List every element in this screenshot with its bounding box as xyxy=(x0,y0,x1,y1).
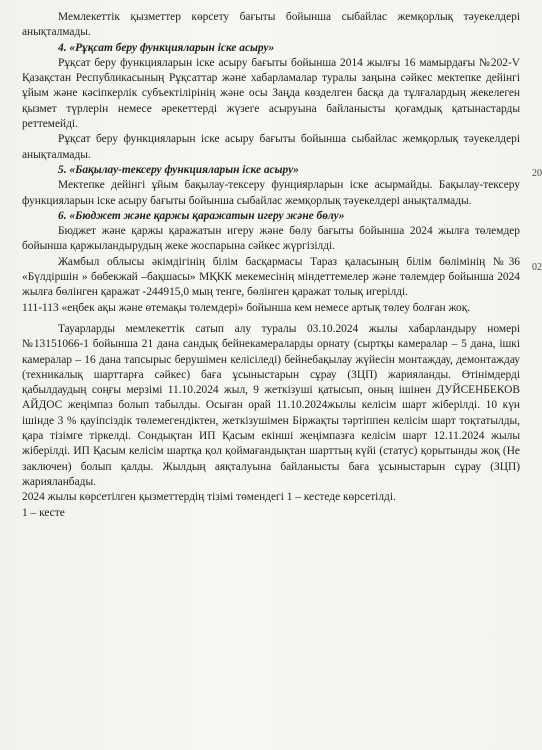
margin-mark-middle: 02 xyxy=(532,262,542,273)
paragraph-public-services: Мемлекеттік қызметтер көрсету бағыты бойынша сыбайлас жемқорлық тәуекелдері анықталмады. xyxy=(22,11,520,39)
paragraph-procurement: Тауарларды мемлекеттік сатып алу туралы 03.10.2024 жылы хабарландыру номері №13151066-1 бойынша 21 дана сандық бейнекамераларды орнату (сыртқы камералар – 5 дана, ішкі камералар – 16 дана тапсырыс берушімен келісіледі) бейнебақылау жүйесін монтаждау, демонтаждау (техникалық шарттарға сәйкес) баға ұсыныстарын сұрау (ЗЦП) жарияланды. Өтінімдерді қабылдаудың соңғы мерзімі 11.10.2024 жыл, 9 жеткізуші қатысып, оның ішінен ДУЙСЕНБЕКОВ АЙДОС жеңімпаз болып табылды. Осыған орай 11.10.2024жылы келісім шарт жіберілді. 10 күн ішінде 3 % қауіпсіздік төлемегендіктен, жеткізушімен Біржақты тәртіппен келісім шарт тоқтатылды, қара тізімге тіркелді. Сондықтан ИП Қасым екінші жеңімпазға келісім шарт 12.11.2024 жылы жіберілді. ИП Қасым келісім шартқа қол қоймағандықтан шарттың күйі (статус) қорытынды жоқ (Не заключен) болып қалды. Жылдың аяқталуына байланысты баға ұсыныстарын сұрау (ЗЦП) жарияланбады. xyxy=(22,322,520,488)
paragraph-permits-risks: Рұқсат беру функцияларын іске асыру бағыты бойынша сыбайлас жемқорлық тәуекелдері анықталмады. xyxy=(22,133,520,161)
paragraph-control: Мектепке дейінгі ұйым бақылау-тексеру фунциярларын іске асырмайды. Бақылау-тексеру функцияларын іске асыру бағыты бойынша сыбайлас жемқорлық тәуекелдері анықталмады. xyxy=(22,179,520,207)
paragraph-budget: Бюджет және қаржы қаражатын игеру және бөлу бағыты бойынша 2024 жылға төлемдер бойынша қаржыландырудың жеке жоспарына сәйкес жүргізілді. xyxy=(22,225,520,253)
paragraph-services-list: 2024 жылы көрсетілген қызметтердің тізімі төмендегі 1 – кестеде көрсетілді. xyxy=(22,491,396,504)
table-caption: 1 – кесте xyxy=(22,506,65,519)
margin-mark-top: 20 xyxy=(532,168,542,179)
heading-budget: 6. «Бюджет және қаржы қаражатын игеру және бөлу» xyxy=(58,209,345,222)
document-body xyxy=(22,10,520,521)
paragraph-budget-funds: Жамбыл облысы әкімдігінің білім басқармасы Тараз қаласының білім бөлімінің №36 «Бүлдіршін » бөбекжай –бақшасы» МҚКК мекемесінің міндеттемелер және төлемдер бойынша 2024 жылға бөлінген қаражат -244915,0 мың тенге, бөлінген қаражат толық игерілді. xyxy=(22,255,520,299)
paragraph-salary: 111-113 «еңбек ақы және өтемақы төлемдері» бойынша кем немесе артық төлеу болған жоқ. xyxy=(22,301,471,314)
paragraph-permits-law: Рұқсат беру функцияларын іске асыру бағыты бойынша 2014 жылғы 16 мамырдағы №202-V Қазақстан Республикасының Рұқсаттар және хабарламалар туралы заңына сәйкес мектепке дейінгі ұйым және кәсіпкерлік субъектілірінің және осы Заңда көзделген басқа да тұлғалардың жекелеген қызмет түрлерін немесе әрекеттерді жүзеге асыруына байланысты қоғамдық қатынастарды реттемейді. xyxy=(22,56,520,131)
heading-control: 5. «Бақылау-тексеру функцияларын іске асыру» xyxy=(58,163,299,176)
heading-permits: 4. «Рұқсат беру функцияларын іске асыру» xyxy=(58,41,275,54)
